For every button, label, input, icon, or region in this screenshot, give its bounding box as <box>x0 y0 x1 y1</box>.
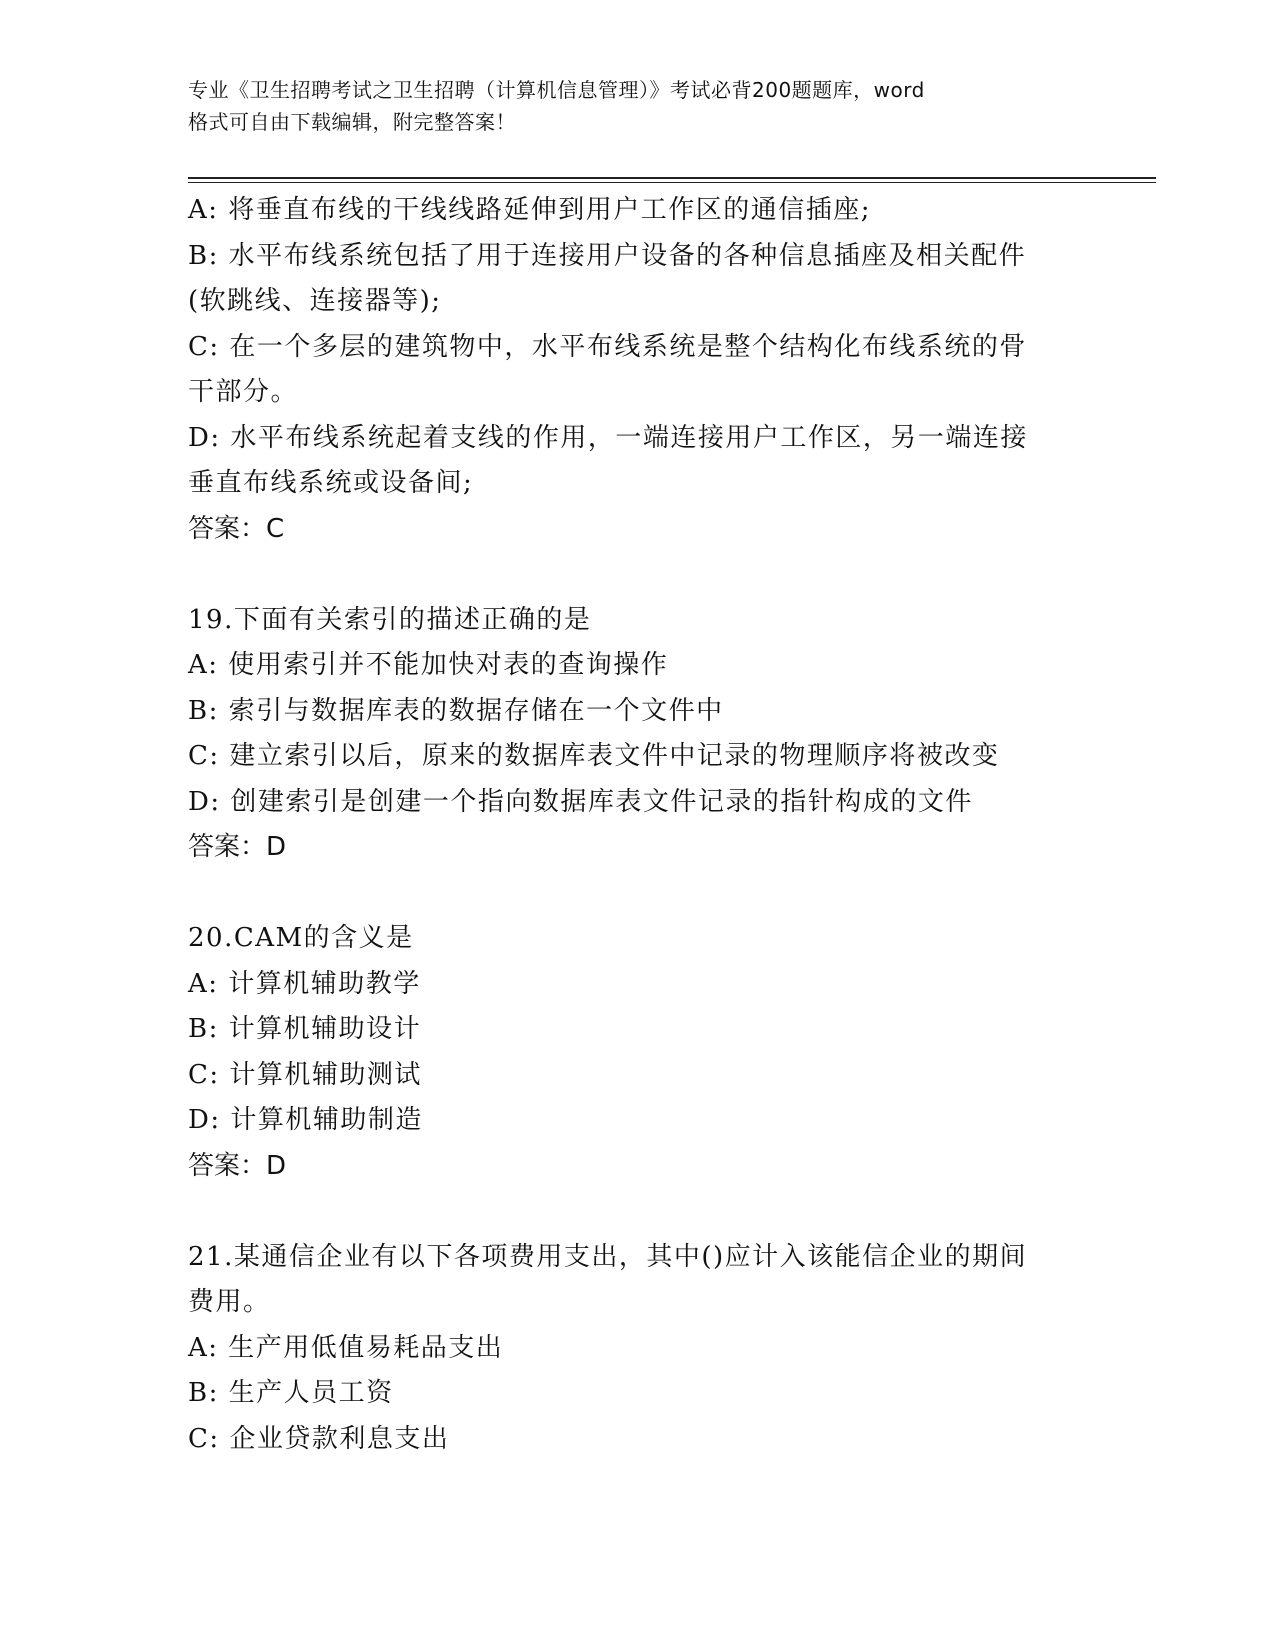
header-divider-thin <box>188 182 1156 183</box>
q19-option-b: B: 索引与数据库表的数据存储在一个文件中 <box>188 695 724 726</box>
q20-answer: 答案：D <box>188 1150 287 1181</box>
q21-question-line1: 21.某通信企业有以下各项费用支出，其中()应计入该能信企业的期间 <box>188 1241 1028 1272</box>
q18-option-c-line1: C: 在一个多层的建筑物中，水平布线系统是整个结构化布线系统的骨 <box>188 331 1027 362</box>
spacer <box>188 871 1088 917</box>
q20-question: 20.CAM的含义是 <box>188 923 414 953</box>
header-line-1: 专业《卫生招聘考试之卫生招聘（计算机信息管理）》考试必背200题题库，word <box>188 78 925 102</box>
question-list <box>188 188 1088 1462</box>
question-19-block <box>188 598 1088 871</box>
q18-option-b-line1: B: 水平布线系统包括了用于连接用户设备的各种信息插座及相关配件 <box>188 240 1027 271</box>
q19-question: 19.下面有关索引的描述正确的是 <box>188 604 592 635</box>
document-header <box>188 74 1088 138</box>
q20-option-d: D: 计算机辅助制造 <box>188 1105 423 1135</box>
q21-question-line2: 费用。 <box>188 1287 271 1317</box>
q20-option-b: B: 计算机辅助设计 <box>188 1014 422 1044</box>
question-20-block <box>188 916 1088 1189</box>
spacer <box>188 1189 1088 1235</box>
q19-option-c: C: 建立索引以后，原来的数据库表文件中记录的物理顺序将被改变 <box>188 741 1000 771</box>
q18-option-a: A: 将垂直布线的干线线路延伸到用户工作区的通信插座; <box>188 195 872 225</box>
q18-option-d-line1: D: 水平布线系统起着支线的作用，一端连接用户工作区，另一端连接 <box>188 422 1028 453</box>
q18-option-d-line2: 垂直布线系统或设备间; <box>188 468 474 498</box>
header-line-2: 格式可自由下载编辑，附完整答案！ <box>188 110 516 134</box>
q19-option-d: D: 创建索引是创建一个指向数据库表文件记录的指针构成的文件 <box>188 786 973 817</box>
q20-option-a: A: 计算机辅助教学 <box>188 968 421 999</box>
q20-option-c: C: 计算机辅助测试 <box>188 1059 422 1090</box>
question-21-block <box>188 1235 1088 1463</box>
q18-option-c-line2: 干部分。 <box>188 377 299 407</box>
spacer <box>188 552 1088 598</box>
q19-option-a: A: 使用索引并不能加快对表的查询操作 <box>188 650 669 680</box>
question-18-block <box>188 188 1088 552</box>
q19-answer: 答案：D <box>188 832 287 862</box>
q21-option-c: C: 企业贷款利息支出 <box>188 1423 450 1454</box>
header-divider-thick <box>188 177 1156 179</box>
q21-option-a: A: 生产用低值易耗品支出 <box>188 1332 504 1363</box>
q21-option-b: B: 生产人员工资 <box>188 1378 394 1408</box>
q18-answer: 答案：C <box>188 513 285 544</box>
q18-option-b-line2: (软跳线、连接器等); <box>188 286 442 316</box>
